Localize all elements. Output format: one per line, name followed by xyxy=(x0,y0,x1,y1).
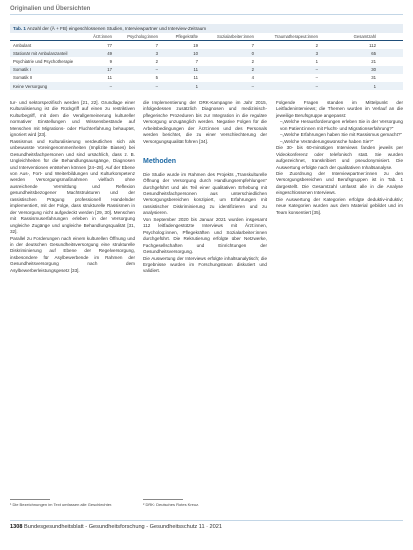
table-cell: 2 xyxy=(155,58,158,64)
table-cell: 65 xyxy=(371,50,376,56)
body-paragraph: die Implementierung der DRK-Kampagne im Jahr 2015, infolgedessen zusätzlich Diagnosen und medizinisch-pflegerische Prozeduren bis zur Integration in die reguläre Versorgung unzugänglich werden. Negative Folgen für die Arbeitsbedingungen der Ärzt:innen und des Personals werden berichtet, die zu einer Verschlechterung der Versorgungsqualität führen [34]. xyxy=(143,100,267,144)
table-cell: – xyxy=(109,83,112,89)
table-caption xyxy=(10,24,403,33)
table-cell: 77 xyxy=(107,42,112,48)
table-cell: 11 xyxy=(107,75,112,81)
data-table xyxy=(10,24,403,90)
methods-heading: Methoden xyxy=(143,158,177,166)
footnote-divider xyxy=(143,499,183,500)
table-header-cell: Gesamtzahl xyxy=(353,34,376,39)
page-number: 1308 xyxy=(10,524,23,530)
table-cell: 2 xyxy=(315,42,318,48)
body-paragraph: Parallel zu Forderungen nach einem kulturellen Öffnung und in der deutschen Gesundheitsversorgung eine strukturelle Diskriminierung auf Ebene der Regelversorgung, insbesondere für Asylbewerbende im Rahmen der Gesundheitsversorgung nach dem Asylbewerberleistungsgesetz [33]. xyxy=(10,235,135,273)
table-cell: – xyxy=(155,83,158,89)
text-column-right xyxy=(276,100,403,216)
table-cell: Somatik II xyxy=(13,75,33,81)
table-cell: 9 xyxy=(109,58,112,64)
body-paragraph: Die Auswertung der Interviews erfolgte inhaltsanalytisch; die Ergebnisse wurden im Forschungsteam diskutiert und validiert. xyxy=(143,255,267,274)
table-row xyxy=(10,82,403,90)
section-label: Originalien und Übersichten xyxy=(10,6,91,12)
table-cell: 112 xyxy=(369,42,376,48)
table-cell: – xyxy=(315,75,318,81)
table-cell: 5 xyxy=(155,75,158,81)
question-list xyxy=(276,119,403,145)
table-row xyxy=(10,49,403,57)
body-paragraph: Folgende Fragen standen im Mittelpunkt der Leitfadeninterviews; die Themen wurden im Verlauf an die jeweilige Berufsgruppe angepasst: xyxy=(276,100,403,118)
question-item: – „Welche Veränderungswünsche haben Sie?“ xyxy=(280,139,403,145)
table-header-cell: Psycholog:innen xyxy=(127,34,158,39)
table-cell: – xyxy=(315,83,318,89)
table-cell: 17 xyxy=(107,67,112,73)
table-caption-text: Anzahl der (Ä + FB) eingeschlossenen Studien, Interviewpartner und Interview-Zeitraum xyxy=(26,26,207,31)
table-cell: 0 xyxy=(251,50,254,56)
footnote: ¹ Die Bezeichnungen im Text umfassen alle Geschlechter. xyxy=(10,502,113,507)
body-paragraph: Rassismus und Kulturalisierung verdeutlichen sich als unbewusste Voreingenommenheiten (Implizite Biases) bei Gesundheitsfachpersonen und sind ursächlich, dass z. B. Ungleichheiten für die Behandlungsausgänge, Diagnosen und Interventionen entstehen können [24–28]. Auf der Ebene von Aus-, Fort- und Weiterbildungen und Kulturkompetenz werden Versorgungsmaßnahmen vielfach ohne ausreichende Vermittlung und Reflexion gesundheitsbezogener Machtstrukturen und der rassistischen Prägung professionell Handelnder implementiert, mit der Folge, dass strukturelle Rassismen in der Versorgung nicht aufgedeckt werden [29, 30]. Menschen mit Rassismuserfahrungen erleben in der Versorgung ungleiche Zugänge und ungleiche Behandlungsqualität [31, 32]. xyxy=(10,138,135,235)
table-header-cell: Sozialarbeiter:innen xyxy=(216,34,254,39)
table-cell: 21 xyxy=(371,58,376,64)
body-paragraph: Die Auswertung der Kategorien erfolgte deduktiv-induktiv; neue Kategorien wurden aus dem Material gebildet und im Team konsentiert [35]. xyxy=(276,196,403,215)
table-cell: 1 xyxy=(373,83,376,89)
table-cell: 7 xyxy=(251,42,254,48)
body-paragraph: Von September 2020 bis Januar 2021 wurden insgesamt 112 leitfadengestützte Interviews mit Ärzt:innen, Psycholog:innen, Pflegekräften und Sozialarbeiter:innen durchgeführt. Die Rekrutierung erfolgte über Netzwerke, Fachgesellschaften und Einrichtungen der Gesundheitsversorgung. xyxy=(143,216,267,255)
text-column-middle xyxy=(143,100,267,275)
table-cell: Psychiatrie und Psychotherapie xyxy=(13,58,74,64)
table-row xyxy=(10,57,403,65)
text-column-left xyxy=(10,100,135,274)
table-cell: 30 xyxy=(371,67,376,73)
footnote: ² DRK: Deutsches Rotes Kreuz. xyxy=(143,502,200,507)
table-cell: 1 xyxy=(315,58,318,64)
body-paragraph: tur- und sektorspezifisch werden [21, 22]. Grundlage einer Kulturalisierung ist die Rückgriff auf einen zu restriktiven Kulturbegriff, mit dem die Verallgemeinerung kultureller normativer Einstellungen und Wissensbestände auf Menschen mit Migrations- oder Fluchterfahrung behauptet, ignoriert wird [23]. xyxy=(10,100,135,138)
table-cell: 11 xyxy=(193,67,198,73)
table-cell: 1 xyxy=(195,83,198,89)
body-paragraph: Die Zuordnung der Interviewpartner:innen zu den Versorgungsbereichen und Berufsgruppen ist in Tab. 1 dargestellt. Die Gesamtzahl umfasst alle in die Analyse eingeschlossenen Interviews. xyxy=(276,170,403,196)
table-cell: 4 xyxy=(251,75,254,81)
table-cell: 3 xyxy=(155,50,158,56)
body-paragraph: Die Studie wurde im Rahmen des Projekts „Transkulturelle Öffnung der Versorgung durch Handlungsempfehlungen“ durchgeführt und als Teil einer qualitativen Erhebung mit Gesundheitsfachpersonen aus unterschiedlichen Versorgungsbereichen konzipiert, um Erfahrungen mit rassistischer Diskriminierung zu identifizieren und zu analysieren. xyxy=(143,171,267,216)
table-cell: 49 xyxy=(107,50,112,56)
question-item: – „Welche Erfahrungen haben Sie mit Rassismus gemacht?“ xyxy=(280,132,403,138)
page-footer xyxy=(10,524,222,530)
table-header-row xyxy=(10,33,403,41)
table-cell: – xyxy=(315,67,318,73)
table-cell: – xyxy=(251,83,254,89)
table-cell: 2 xyxy=(251,58,254,64)
table-cell: 2 xyxy=(251,67,254,73)
journal-name: Bundesgesundheitsblatt - Gesundheitsforschung - Gesundheitsschutz 11 · 2021 xyxy=(24,524,222,530)
table-cell: 11 xyxy=(193,75,198,81)
table-cell: 3 xyxy=(315,50,318,56)
body-paragraph: Die 30- bis 60-minütigen Interviews fanden jeweils per Videokonferenz oder telefonisch statt. Sie wurden aufgezeichnet, transkribiert und pseudonymisiert. Die Auswertung erfolgte nach der qualitativen Inhaltsanalyse. xyxy=(276,145,403,170)
table-caption-label: Tab. 1 xyxy=(13,26,26,31)
table-cell: Somatik I xyxy=(13,67,31,73)
footer-divider xyxy=(10,520,403,521)
table-row xyxy=(10,66,403,74)
question-item: – „Welche Herausforderungen erleben Sie in der Versorgung von Patient:innen mit Flucht- und Migrationserfahrung?“ xyxy=(280,119,403,132)
table-cell: Keine Versorgung xyxy=(13,83,48,89)
table-cell: 7 xyxy=(155,42,158,48)
table-cell: 10 xyxy=(193,50,198,56)
table-body xyxy=(10,41,403,90)
table-cell: Stationär mit Ambulanzanteil xyxy=(13,50,68,56)
table-cell: – xyxy=(155,67,158,73)
table-header-cell xyxy=(10,34,86,39)
table-cell: Ambulant xyxy=(13,42,32,48)
table-row xyxy=(10,74,403,82)
footnote-divider xyxy=(10,499,50,500)
table-header-cell: Traumatherapeut:innen xyxy=(274,34,318,39)
table-cell: 7 xyxy=(195,58,198,64)
top-divider xyxy=(10,14,403,15)
table-header-cell: Ärzt:innen xyxy=(93,34,112,39)
table-row xyxy=(10,41,403,49)
table-header-cell: Pflegekräfte xyxy=(175,34,198,39)
table-cell: 31 xyxy=(371,75,376,81)
table-cell: 19 xyxy=(193,42,198,48)
